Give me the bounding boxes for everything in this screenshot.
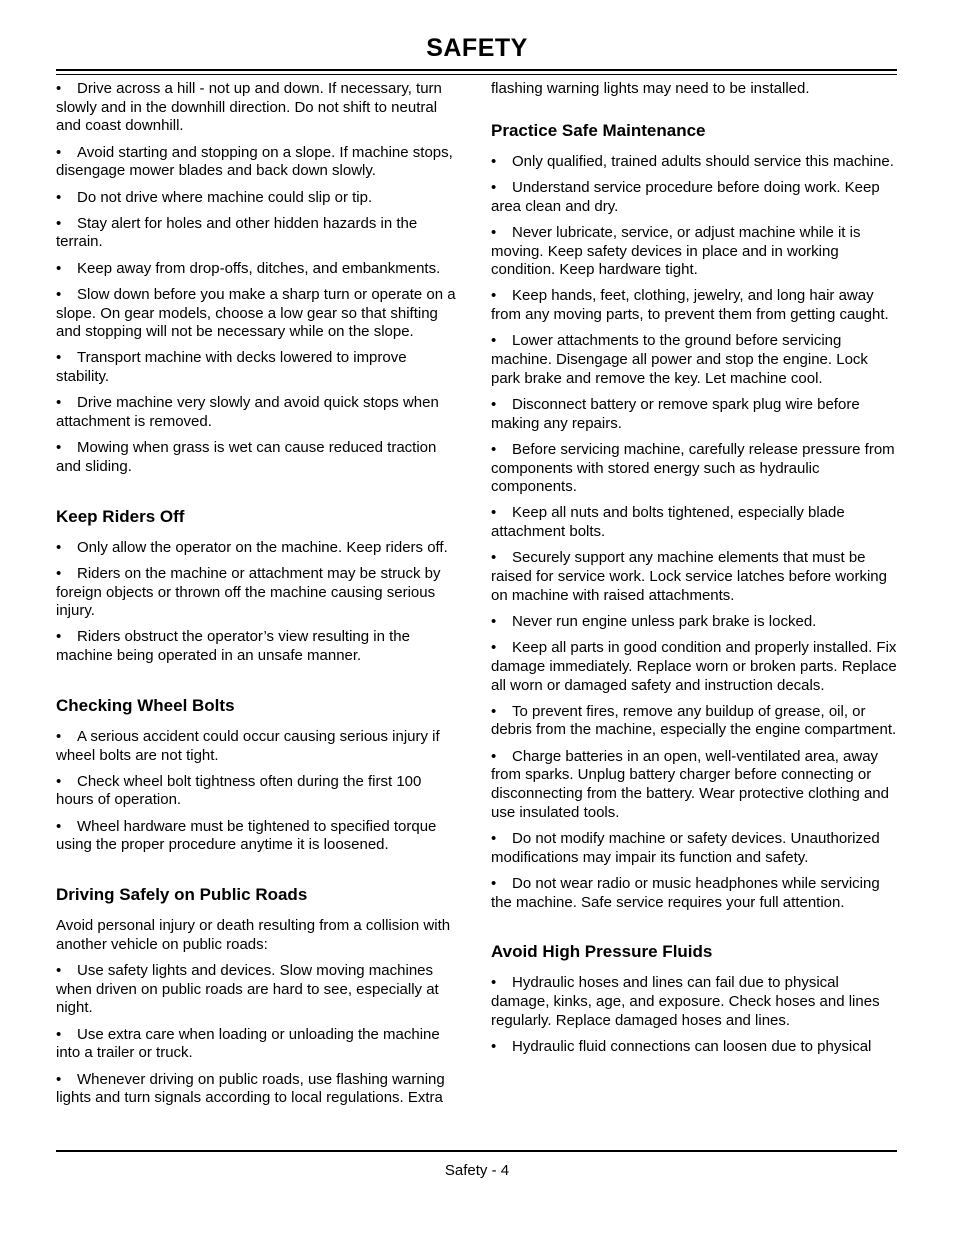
header-rule-thick xyxy=(56,69,897,71)
bullet-item: • Securely support any machine elements that must be raised for service work. Lock service latches before working on machine with raised attachments. xyxy=(491,549,887,604)
bullet-icon: • xyxy=(56,285,62,303)
bullet-icon: • xyxy=(491,974,497,992)
bullet-item: • Understand service procedure before doing work. Keep area clean and dry. xyxy=(491,178,880,215)
bullet-item: • Use extra care when loading or unloading the machine into a trailer or truck. xyxy=(56,1025,440,1062)
bullet-item: • To prevent fires, remove any buildup of grease, oil, or debris from the machine, especially the engine compartment. xyxy=(491,702,897,739)
bullet-item: • Stay alert for holes and other hidden hazards in the terrain. xyxy=(56,214,418,251)
bullet-icon: • xyxy=(491,152,497,170)
bullet-item: • Hydraulic hoses and lines can fail due to physical damage, kinks, age, and exposure. Check hoses and lines regularly. Replace damaged hoses and lines. xyxy=(491,974,880,1029)
left-column xyxy=(56,80,463,1115)
bullet-icon: • xyxy=(491,504,497,522)
bullet-item: • Only allow the operator on the machine. Keep riders off. xyxy=(56,538,448,556)
heading-safe-maintenance: Practice Safe Maintenance xyxy=(491,120,706,140)
page-number: Safety - 4 xyxy=(444,1162,510,1179)
bullet-icon: • xyxy=(56,188,62,206)
bullet-icon: • xyxy=(56,259,62,277)
bullet-item: • Check wheel bolt tightness often during the first 100 hours of operation. xyxy=(56,772,422,809)
bullet-item: • Mowing when grass is wet can cause reduced traction and sliding. xyxy=(56,439,437,475)
bullet-icon: • xyxy=(56,80,62,97)
bullet-item: • Riders obstruct the operator’s view resulting in the machine being operated in an unsafe manner. xyxy=(56,628,410,665)
bullet-icon: • xyxy=(491,549,497,567)
bullet-icon: • xyxy=(56,538,62,556)
bullet-icon: • xyxy=(491,612,497,630)
bullet-item: • Riders on the machine or attachment may be struck by foreign objects or thrown off the machine causing serious injury. xyxy=(56,564,441,620)
bullet-icon: • xyxy=(491,830,497,847)
bullet-icon: • xyxy=(56,349,62,367)
bullet-icon: • xyxy=(491,639,497,657)
bullet-icon: • xyxy=(491,395,497,413)
bullet-item: • Do not wear radio or music headphones while servicing the machine. Safe service requires your full attention. xyxy=(491,874,880,911)
bullet-icon: • xyxy=(491,747,497,765)
public-roads-intro: Avoid personal injury or death resulting from a collision with another vehicle on public roads: xyxy=(56,917,451,953)
header-rule-thin xyxy=(56,74,897,75)
bullet-icon: • xyxy=(56,727,62,745)
continued-text: flashing warning lights may need to be installed. xyxy=(491,80,810,97)
heading-keep-riders-off: Keep Riders Off xyxy=(56,506,185,526)
bullet-item: • Keep all nuts and bolts tightened, especially blade attachment bolts. xyxy=(491,504,845,541)
bullet-icon: • xyxy=(56,817,62,835)
bullet-item: • Use safety lights and devices. Slow moving machines when driven on public roads are hard to see, especially at night. xyxy=(56,962,439,1017)
bullet-item: • Slow down before you make a sharp turn or operate on a slope. On gear models, choose a low gear so that shifting and stopping will not be necessary while on the slope. xyxy=(56,285,456,341)
page-title: SAFETY xyxy=(426,34,528,62)
bullet-item: • Never run engine unless park brake is locked. xyxy=(491,612,817,630)
bullet-item: • Do not drive where machine could slip or tip. xyxy=(56,188,373,206)
bullet-icon: • xyxy=(56,772,62,790)
slope-bullets xyxy=(56,80,463,477)
bullet-item: • Do not modify machine or safety devices. Unauthorized modifications may impair its function and safety. xyxy=(491,830,880,866)
bullet-icon: • xyxy=(491,178,497,196)
bullet-item: • Before servicing machine, carefully release pressure from components with stored energy such as hydraulic components. xyxy=(491,440,895,496)
bullet-icon: • xyxy=(491,440,497,458)
bullet-item: • Only qualified, trained adults should service this machine. xyxy=(491,152,894,170)
bullet-item: • Never lubricate, service, or adjust machine while it is moving. Keep safety devices in place and in working condition. Keep hardware tight. xyxy=(491,223,861,279)
bullet-item: • Avoid starting and stopping on a slope. If machine stops, disengage mower blades and back down slowly. xyxy=(56,143,453,180)
right-column xyxy=(491,80,899,1064)
bullet-item: • A serious accident could occur causing serious injury if wheel bolts are not tight. xyxy=(56,727,440,764)
bullet-item: • Hydraulic fluid connections can loosen due to physical xyxy=(491,1037,872,1055)
bullet-icon: • xyxy=(56,962,62,979)
bullet-icon: • xyxy=(491,702,497,720)
high-pressure-bullets xyxy=(491,974,899,1056)
public-roads-bullets xyxy=(56,962,463,1108)
bullet-item: • Wheel hardware must be tightened to specified torque using the proper procedure anytime it is loosened. xyxy=(56,817,437,854)
bullet-icon: • xyxy=(491,332,497,350)
heading-public-roads: Driving Safely on Public Roads xyxy=(56,885,308,905)
bullet-item: • Whenever driving on public roads, use flashing warning lights and turn signals according to local regulations. Extra xyxy=(56,1070,445,1107)
bullet-item: • Charge batteries in an open, well-ventilated area, away from sparks. Unplug battery charger before connecting or disconnecting from the battery. Wear protective clothing and use insulated tools. xyxy=(491,747,889,821)
heading-checking-wheel-bolts: Checking Wheel Bolts xyxy=(56,695,235,715)
bullet-item: • Transport machine with decks lowered to improve stability. xyxy=(56,349,407,386)
bullet-item: • Keep away from drop-offs, ditches, and embankments. xyxy=(56,259,441,277)
bullet-item: • Lower attachments to the ground before servicing machine. Disengage all power and stop the engine. Lock park brake and remove the key. Let machine cool. xyxy=(491,332,868,387)
keep-riders-off-bullets xyxy=(56,539,463,666)
bullet-icon: • xyxy=(56,214,62,232)
bullet-icon: • xyxy=(56,143,62,161)
bullet-icon: • xyxy=(56,439,62,457)
bullet-item: • Drive across a hill - not up and down. If necessary, turn slowly and in the downhill direction. Do not shift to neutral and coast downhill. xyxy=(56,80,442,135)
bullet-icon: • xyxy=(56,628,62,646)
bullet-icon: • xyxy=(56,394,62,412)
bullet-icon: • xyxy=(491,223,497,241)
safe-maintenance-bullets xyxy=(491,153,899,913)
bullet-icon: • xyxy=(56,564,62,582)
bullet-item: • Drive machine very slowly and avoid quick stops when attachment is removed. xyxy=(56,394,439,431)
bullet-icon: • xyxy=(491,287,497,305)
bullet-icon: • xyxy=(56,1070,62,1088)
bullet-icon: • xyxy=(491,874,497,892)
bullet-item: • Keep all parts in good condition and properly installed. Fix damage immediately. Replace worn or broken parts. Replace all worn or damaged safety and instruction decals. xyxy=(491,639,897,694)
bullet-item: • Keep hands, feet, clothing, jewelry, and long hair away from any moving parts, to prevent them from getting caught. xyxy=(491,287,889,324)
bullet-icon: • xyxy=(56,1025,62,1043)
bullet-icon: • xyxy=(491,1037,497,1055)
heading-high-pressure-fluids: Avoid High Pressure Fluids xyxy=(491,942,713,962)
bullet-item: • Disconnect battery or remove spark plug wire before making any repairs. xyxy=(491,395,860,432)
wheel-bolts-bullets xyxy=(56,728,463,855)
footer-rule xyxy=(56,1150,897,1152)
